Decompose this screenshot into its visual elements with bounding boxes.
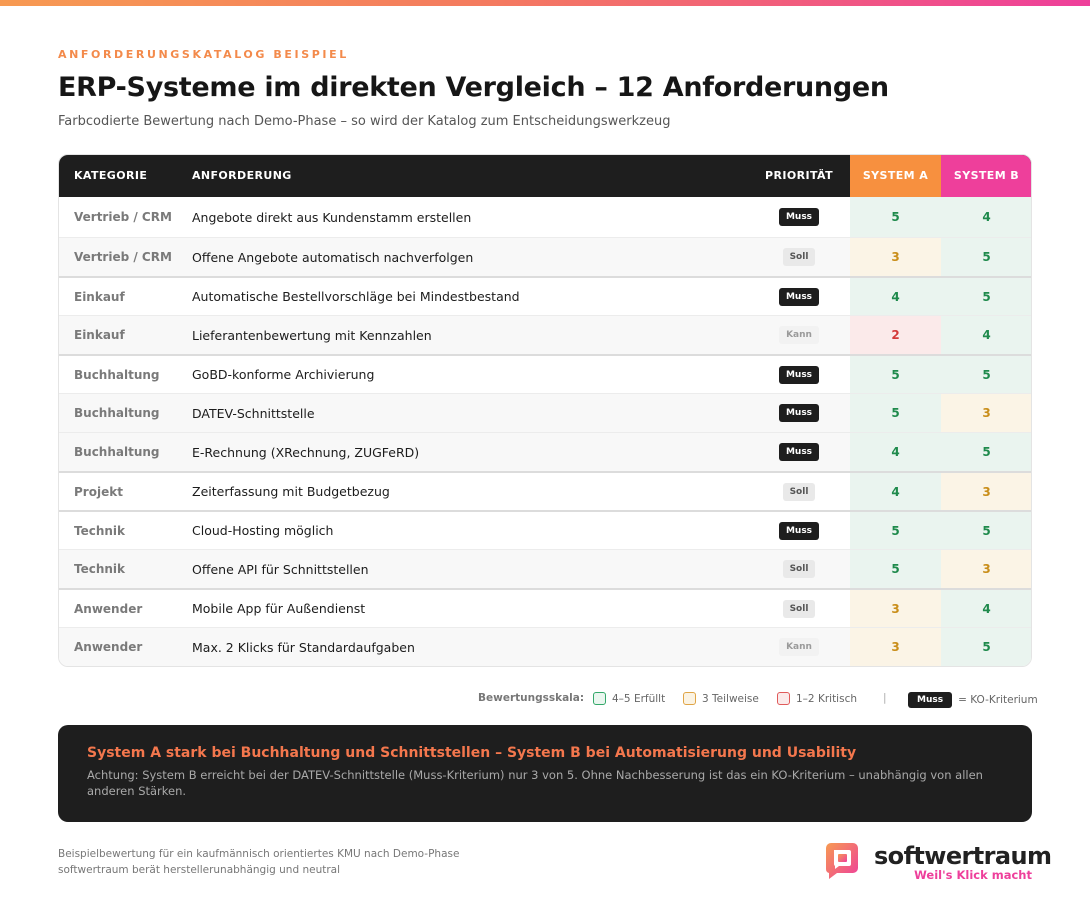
- cell-score-system-b: 5: [941, 512, 1032, 549]
- legend-label-good: 4–5 Erfüllt: [612, 692, 666, 705]
- top-gradient-bar: [0, 0, 1090, 6]
- cell-score-system-a: 4: [850, 473, 941, 510]
- cell-anforderung: DATEV-Schnittstelle: [192, 405, 315, 421]
- cell-prioritaet: [749, 238, 849, 276]
- page-title: ERP-Systeme im direkten Vergleich – 12 Anforderungen: [58, 72, 889, 103]
- column-header-kategorie: KATEGORIE: [74, 169, 148, 182]
- cell-score-system-a: 3: [850, 238, 941, 276]
- priority-badge: Soll: [783, 483, 816, 501]
- comparison-table: [58, 154, 1032, 667]
- footnote-line-2: softwertraum berät herstellerunabhängig und neutral: [58, 864, 341, 876]
- cell-score-system-b: 5: [941, 238, 1032, 276]
- cell-score-system-b: 5: [941, 356, 1032, 393]
- cell-score-system-b: 5: [941, 278, 1032, 315]
- cell-score-system-b: 4: [941, 197, 1032, 237]
- cell-kategorie: Projekt: [74, 484, 123, 499]
- cell-kategorie: Vertrieb / CRM: [74, 250, 172, 264]
- table-row: [59, 510, 1031, 549]
- priority-badge: Muss: [779, 288, 819, 306]
- priority-badge: Kann: [779, 326, 819, 344]
- cell-prioritaet: [749, 628, 849, 666]
- column-header-prioritaet: PRIORITÄT: [765, 169, 833, 182]
- table-header: [59, 155, 1031, 197]
- cell-kategorie: Buchhaltung: [74, 445, 160, 459]
- cell-score-system-b: 5: [941, 628, 1032, 666]
- cell-score-system-b: 4: [941, 590, 1032, 627]
- cell-kategorie: Technik: [74, 523, 126, 538]
- cell-kategorie: Vertrieb / CRM: [74, 210, 172, 224]
- priority-badge: Kann: [779, 638, 819, 656]
- legend-title: Bewertungsskala:: [478, 692, 585, 704]
- amber-square-icon: [683, 692, 696, 705]
- table-row: [59, 197, 1031, 237]
- cell-score-system-b: 3: [941, 394, 1032, 432]
- cell-score-system-a: 3: [850, 628, 941, 666]
- cell-kategorie: Buchhaltung: [74, 406, 160, 420]
- legend-item-bad: [777, 692, 857, 705]
- logo-wordmark: softwertraum: [874, 842, 1052, 870]
- cell-score-system-a: 5: [850, 550, 941, 588]
- cell-anforderung: Mobile App für Außendienst: [192, 601, 366, 616]
- legend-item-good: [593, 692, 665, 705]
- cell-score-system-b: 3: [941, 473, 1032, 510]
- table-row: [59, 432, 1031, 471]
- cell-kategorie: Anwender: [74, 640, 143, 654]
- cell-kategorie: Buchhaltung: [74, 367, 160, 382]
- cell-prioritaet: [749, 356, 849, 393]
- cell-score-system-a: 3: [850, 590, 941, 627]
- table-body: [59, 197, 1031, 666]
- cell-kategorie: Einkauf: [74, 328, 125, 342]
- priority-badge: Muss: [779, 208, 819, 226]
- priority-badge: Soll: [783, 248, 816, 266]
- callout-text: Achtung: System B erreicht bei der DATEV-Schnittstelle (Muss-Kriterium) nur 3 von 5. Ohne Nachbesserung ist das ein KO-Kriterium – unabhängig von allen anderen Stärken.: [87, 768, 983, 798]
- legend-separator: |: [883, 692, 887, 704]
- table-row: [59, 627, 1031, 666]
- cell-score-system-a: 5: [850, 394, 941, 432]
- priority-badge: Soll: [783, 560, 816, 578]
- cell-prioritaet: [749, 473, 849, 510]
- cell-anforderung: Angebote direkt aus Kundenstamm erstellen: [192, 209, 472, 225]
- column-header-system-b: SYSTEM B: [941, 155, 1032, 197]
- muss-badge: Muss: [908, 692, 952, 708]
- footnote: [58, 846, 459, 878]
- cell-score-system-a: 4: [850, 433, 941, 471]
- legend-item-mid: [683, 692, 759, 705]
- cell-prioritaet: [749, 512, 849, 549]
- cell-prioritaet: [749, 550, 849, 588]
- cell-anforderung: E-Rechnung (XRechnung, ZUGFeRD): [192, 444, 420, 460]
- cell-prioritaet: [749, 394, 849, 432]
- cell-score-system-b: 4: [941, 316, 1032, 354]
- table-row: [59, 588, 1031, 627]
- priority-badge: Muss: [779, 404, 819, 422]
- legend-label-mid: 3 Teilweise: [702, 692, 759, 705]
- cell-kategorie: Anwender: [74, 601, 143, 616]
- cell-score-system-b: 3: [941, 550, 1032, 588]
- cell-score-system-a: 2: [850, 316, 941, 354]
- red-square-icon: [777, 692, 790, 705]
- callout-title: System A stark bei Buchhaltung und Schnittstellen – System B bei Automatisierung und Usability: [87, 745, 857, 761]
- column-header-anforderung: ANFORDERUNG: [192, 169, 292, 182]
- cell-anforderung: Offene Angebote automatisch nachverfolgen: [192, 249, 474, 265]
- logo-tagline: Weil's Klick macht: [914, 868, 1032, 882]
- table-row: [59, 393, 1031, 432]
- priority-badge: Muss: [779, 522, 819, 540]
- eyebrow-label: ANFORDERUNGSKATALOG BEISPIEL: [58, 48, 349, 61]
- page-subtitle: Farbcodierte Bewertung nach Demo-Phase – so wird der Katalog zum Entscheidungswerkzeug: [58, 114, 671, 129]
- table-row: [59, 237, 1031, 276]
- legend-label-bad: 1–2 Kritisch: [796, 692, 858, 705]
- footnote-line-1: Beispielbewertung für ein kaufmännisch orientiertes KMU nach Demo-Phase: [58, 848, 460, 860]
- cell-anforderung: GoBD-konforme Archivierung: [192, 367, 375, 382]
- table-row: [59, 471, 1031, 510]
- cell-kategorie: Einkauf: [74, 289, 125, 304]
- cell-anforderung: Offene API für Schnittstellen: [192, 561, 369, 577]
- legend-label-ko: = KO-Kriterium: [958, 694, 1038, 706]
- cell-anforderung: Cloud-Hosting möglich: [192, 523, 334, 538]
- cell-anforderung: Zeiterfassung mit Budgetbezug: [192, 484, 390, 499]
- green-square-icon: [593, 692, 606, 705]
- cell-prioritaet: [749, 590, 849, 627]
- speech-bubble-logo-icon: [825, 842, 859, 880]
- column-header-system-a: SYSTEM A: [850, 155, 941, 197]
- cell-score-system-b: 5: [941, 433, 1032, 471]
- cell-prioritaet: [749, 433, 849, 471]
- rating-legend: [0, 692, 1038, 708]
- table-row: [59, 315, 1031, 354]
- cell-anforderung: Max. 2 Klicks für Standardaufgaben: [192, 639, 415, 655]
- brand-logo: [825, 842, 1052, 882]
- priority-badge: Soll: [783, 600, 816, 618]
- cell-score-system-a: 5: [850, 356, 941, 393]
- table-row: [59, 276, 1031, 315]
- priority-badge: Muss: [779, 443, 819, 461]
- summary-callout: [58, 725, 1032, 822]
- cell-score-system-a: 5: [850, 197, 941, 237]
- cell-prioritaet: [749, 316, 849, 354]
- cell-anforderung: Automatische Bestellvorschläge bei Mindestbestand: [192, 289, 520, 304]
- cell-prioritaet: [749, 278, 849, 315]
- cell-score-system-a: 5: [850, 512, 941, 549]
- legend-item-ko: [908, 692, 1038, 708]
- table-row: [59, 549, 1031, 588]
- priority-badge: Muss: [779, 366, 819, 384]
- cell-prioritaet: [749, 197, 849, 237]
- cell-kategorie: Technik: [74, 562, 126, 576]
- cell-score-system-a: 4: [850, 278, 941, 315]
- table-row: [59, 354, 1031, 393]
- cell-anforderung: Lieferantenbewertung mit Kennzahlen: [192, 327, 432, 343]
